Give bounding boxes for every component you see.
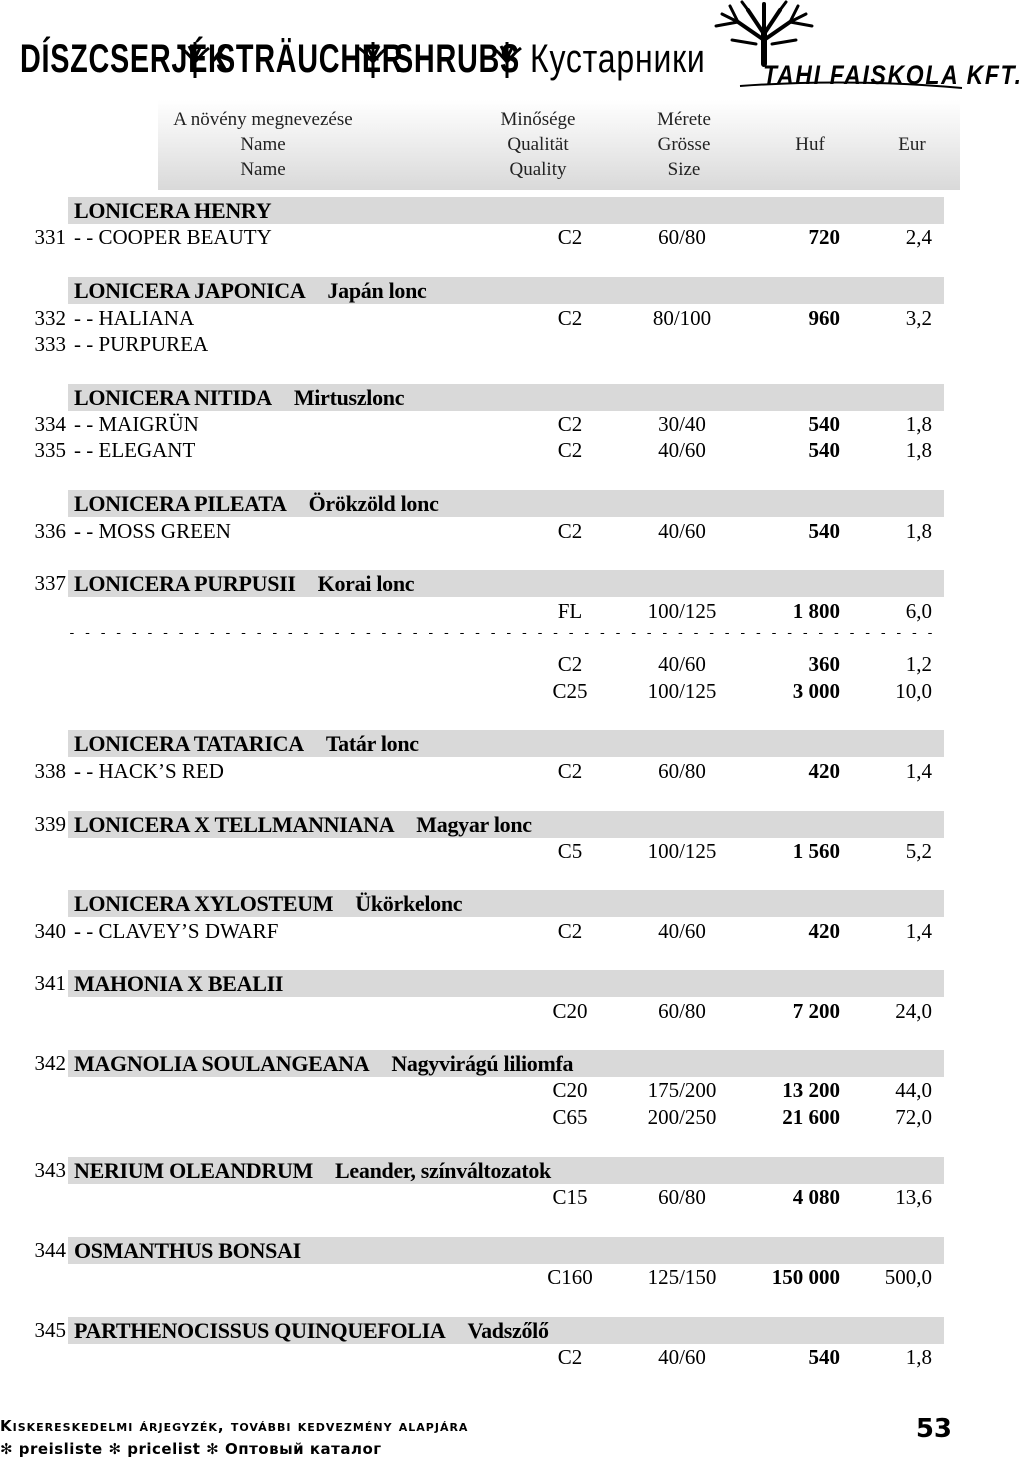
price-huf: 420	[808, 919, 840, 943]
common-name: Nagyvirágú liliomfa	[391, 1051, 574, 1076]
item-number: 331	[34, 225, 66, 249]
species-row	[0, 1317, 960, 1344]
size-cell: 100/125	[647, 599, 717, 623]
table-row	[0, 758, 960, 785]
price-eur: 10,0	[895, 679, 932, 703]
price-huf: 1 800	[792, 599, 840, 623]
price-huf: 420	[808, 759, 840, 783]
price-eur: 13,6	[895, 1185, 932, 1209]
cultivar-name: - - MAIGRÜN	[74, 412, 199, 436]
price-eur: 6,0	[905, 599, 932, 623]
banner-word-en: SHRUBS	[394, 37, 520, 81]
species-name: LONICERA TATARICA	[74, 731, 304, 756]
price-huf: 360	[808, 652, 840, 676]
quality-cell: C2	[557, 412, 583, 436]
table-row	[0, 598, 960, 625]
size-cell: 80/100	[652, 306, 712, 330]
table-row	[0, 1184, 960, 1211]
quality-cell: C2	[557, 919, 583, 943]
size-cell: 60/80	[658, 225, 706, 249]
species-name: LONICERA PURPUSII	[74, 571, 296, 596]
price-huf: 4 080	[792, 1185, 840, 1209]
tree-icon	[490, 40, 524, 78]
common-name: Örökzöld lonc	[308, 491, 439, 516]
price-huf: 21 600	[782, 1105, 840, 1129]
species-name: MAHONIA X BEALII	[74, 971, 284, 996]
size-cell: 40/60	[658, 438, 706, 462]
species-row	[0, 490, 960, 517]
price-eur: 1,8	[905, 412, 932, 436]
page-number: 53	[915, 1414, 952, 1444]
size-cell: 100/125	[647, 839, 717, 863]
table-row	[0, 998, 960, 1025]
footer-subtitle: ✻ preisliste ✻ pricelist ✻ Оптовый каталог	[0, 1440, 382, 1458]
item-number: 345	[34, 1318, 66, 1342]
item-number: 343	[34, 1158, 66, 1182]
price-huf: 1 560	[792, 839, 840, 863]
price-huf: 3 000	[792, 679, 840, 703]
species-row	[0, 970, 960, 997]
table-row	[0, 651, 960, 678]
quality-cell: C5	[557, 839, 583, 863]
table-row	[0, 838, 960, 865]
price-eur: 24,0	[895, 999, 932, 1023]
price-huf: 960	[808, 306, 840, 330]
table-row	[0, 411, 960, 438]
quality-cell: C2	[557, 225, 583, 249]
cultivar-name: - - CLAVEY’S DWARF	[74, 919, 279, 943]
species-row	[0, 890, 960, 917]
tree-icon	[178, 40, 212, 78]
cultivar-name: - - ELEGANT	[74, 438, 196, 462]
quality-cell: FL	[557, 599, 583, 623]
price-eur: 1,4	[905, 919, 932, 943]
quality-cell: C15	[552, 1185, 588, 1209]
species-row	[0, 277, 960, 304]
price-huf: 7 200	[792, 999, 840, 1023]
table-row	[0, 678, 960, 705]
species-name: LONICERA NITIDA	[74, 385, 272, 410]
quality-cell: C2	[557, 519, 583, 543]
logo-tree-icon	[708, 0, 820, 64]
common-name: Japán lonc	[327, 278, 427, 303]
species-name: LONICERA X TELLMANNIANA	[74, 812, 395, 837]
table-row	[0, 1344, 960, 1371]
banner-word-ru: Кустарники	[530, 37, 706, 81]
cultivar-name: - - HALIANA	[74, 306, 195, 330]
table-row	[0, 1264, 960, 1291]
quality-cell: C2	[557, 438, 583, 462]
size-cell: 60/80	[658, 1185, 706, 1209]
cultivar-name: - - MOSS GREEN	[74, 519, 231, 543]
quality-cell: C2	[557, 1345, 583, 1369]
species-row	[0, 1157, 960, 1184]
species-name: MAGNOLIA SOULANGEANA	[74, 1051, 370, 1076]
dashed-separator: - - - - - - - - - - - - - - - - - - - - - - - - - - - - - - - - - - - - - - - - - - - - - - - - - - - - - - - -	[68, 626, 934, 641]
table-row	[0, 518, 960, 545]
quality-cell: C65	[552, 1105, 588, 1129]
price-eur: 1,4	[905, 759, 932, 783]
price-eur: 1,8	[905, 519, 932, 543]
quality-cell: C20	[552, 1078, 588, 1102]
species-row	[0, 730, 960, 757]
size-cell: 30/40	[658, 412, 706, 436]
species-row	[0, 384, 960, 411]
species-row	[0, 1237, 960, 1264]
price-eur: 500,0	[884, 1265, 932, 1289]
item-number: 334	[34, 412, 66, 436]
price-huf: 150 000	[771, 1265, 840, 1289]
species-name: OSMANTHUS BONSAI	[74, 1238, 301, 1263]
tree-icon	[356, 40, 390, 78]
banner-word-de: STRÄUCHER	[216, 37, 404, 81]
table-row	[0, 331, 960, 358]
species-name: LONICERA HENRY	[74, 198, 272, 223]
species-name: LONICERA XYLOSTEUM	[74, 891, 334, 916]
cultivar-name: - - COOPER BEAUTY	[74, 225, 272, 249]
common-name: Vadszőlő	[467, 1318, 549, 1343]
header-size: Mérete Grösse Size	[657, 109, 711, 180]
price-huf: 540	[808, 438, 840, 462]
price-eur: 72,0	[895, 1105, 932, 1129]
species-name: LONICERA JAPONICA	[74, 278, 306, 303]
size-cell: 100/125	[647, 679, 717, 703]
size-cell: 40/60	[658, 519, 706, 543]
table-row	[0, 1104, 960, 1131]
item-number: 332	[34, 306, 66, 330]
item-number: 336	[34, 519, 66, 543]
species-name: NERIUM OLEANDRUM	[74, 1158, 314, 1183]
species-name: LONICERA PILEATA	[74, 491, 287, 516]
size-cell: 40/60	[658, 1345, 706, 1369]
brand-name: TAHI FAISKOLA KFT.	[763, 60, 1023, 90]
size-cell: 125/150	[647, 1265, 717, 1289]
banner-word-hu: DÍSZCSERJÉK	[20, 37, 230, 81]
common-name: Leander, színváltozatok	[335, 1158, 551, 1183]
quality-cell: C2	[557, 759, 583, 783]
footer-note: Kiskereskedelmi árjegyzék, további kedvezmény alapjára	[0, 1417, 469, 1435]
price-eur: 1,8	[905, 438, 932, 462]
species-name: PARTHENOCISSUS QUINQUEFOLIA	[74, 1318, 446, 1343]
cultivar-name: - - PURPUREA	[74, 332, 209, 356]
common-name: Magyar lonc	[416, 812, 532, 837]
item-number: 333	[34, 332, 66, 356]
item-number: 338	[34, 759, 66, 783]
price-eur: 5,2	[905, 839, 932, 863]
size-cell: 60/80	[658, 759, 706, 783]
price-eur: 3,2	[905, 306, 932, 330]
header-name: A növény megnevezése Name Name	[173, 109, 353, 180]
item-number: 342	[34, 1051, 66, 1075]
price-huf: 540	[808, 412, 840, 436]
price-huf: 540	[808, 1345, 840, 1369]
item-number: 340	[34, 919, 66, 943]
size-cell: 200/250	[647, 1105, 717, 1129]
species-row	[0, 811, 960, 838]
item-number: 344	[34, 1238, 66, 1262]
common-name: Tatár lonc	[325, 731, 419, 756]
header-quality: Minősége Qualität Quality	[500, 109, 576, 180]
size-cell: 40/60	[658, 919, 706, 943]
price-eur: 44,0	[895, 1078, 932, 1102]
header-huf: Huf	[795, 134, 825, 155]
table-row	[0, 305, 960, 332]
item-number: 339	[34, 812, 66, 836]
common-name: Korai lonc	[317, 571, 415, 596]
common-name: Ükörkelonc	[355, 891, 463, 916]
quality-cell: C160	[547, 1265, 593, 1289]
table-row	[0, 437, 960, 464]
quality-cell: C20	[552, 999, 588, 1023]
species-row	[0, 1050, 960, 1077]
price-huf: 540	[808, 519, 840, 543]
price-eur: 1,8	[905, 1345, 932, 1369]
item-number: 337	[34, 571, 66, 595]
size-cell: 60/80	[658, 999, 706, 1023]
price-eur: 1,2	[905, 652, 932, 676]
quality-cell: C2	[557, 306, 583, 330]
table-row	[0, 918, 960, 945]
species-row	[0, 570, 960, 597]
size-cell: 175/200	[647, 1078, 717, 1102]
common-name: Mirtuszlonc	[293, 385, 405, 410]
quality-cell: C25	[552, 679, 588, 703]
table-row	[0, 224, 960, 251]
price-eur: 2,4	[905, 225, 932, 249]
size-cell: 40/60	[658, 652, 706, 676]
item-number: 335	[34, 438, 66, 462]
price-huf: 720	[808, 225, 840, 249]
species-row	[0, 197, 960, 224]
table-row	[0, 1077, 960, 1104]
quality-cell: C2	[557, 652, 583, 676]
cultivar-name: - - HACK’S RED	[74, 759, 224, 783]
header-eur: Eur	[898, 134, 926, 155]
item-number: 341	[34, 971, 66, 995]
price-huf: 13 200	[782, 1078, 840, 1102]
